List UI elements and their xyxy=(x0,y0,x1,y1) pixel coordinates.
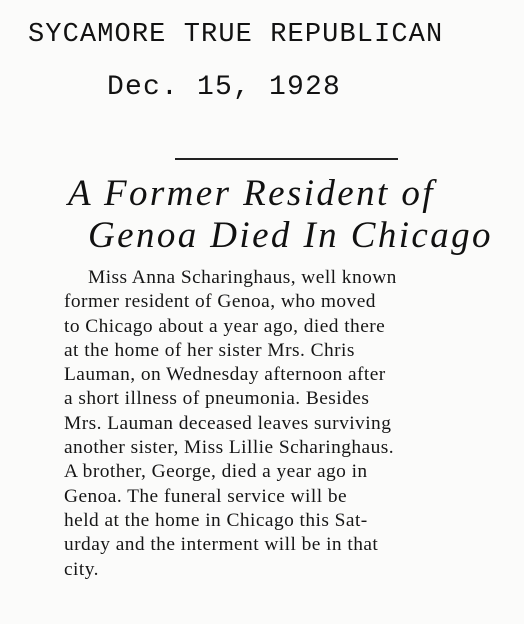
headline-divider xyxy=(175,158,398,160)
article-body xyxy=(64,266,524,582)
article-line: former resident of Genoa, who moved xyxy=(64,291,376,313)
article-line: another sister, Miss Lillie Scharinghaus. xyxy=(64,437,395,459)
article-line: at the home of her sister Mrs. Chris xyxy=(64,339,355,361)
article-line: A brother, George, died a year ago in xyxy=(64,461,368,483)
article-line: urday and the interment will be in that xyxy=(64,534,379,556)
article-line: to Chicago about a year ago, died there xyxy=(64,315,386,337)
article-line: city. xyxy=(64,558,99,580)
article-line: a short illness of pneumonia. Besides xyxy=(64,388,370,410)
headline-line-2: Genoa Died In Chicago xyxy=(88,215,493,256)
publication-date: Dec. 15, 1928 xyxy=(107,72,342,103)
article-line: held at the home in Chicago this Sat- xyxy=(64,509,368,531)
headline-line-1: A Former Resident of xyxy=(68,173,435,214)
article-line: Lauman, on Wednesday afternoon after xyxy=(64,364,386,386)
article-line: Miss Anna Scharinghaus, well known xyxy=(88,267,397,288)
newspaper-name: SYCAMORE TRUE REPUBLICAN xyxy=(28,20,444,50)
article-line: Mrs. Lauman deceased leaves surviving xyxy=(64,412,392,434)
article-line: Genoa. The funeral service will be xyxy=(64,485,348,507)
